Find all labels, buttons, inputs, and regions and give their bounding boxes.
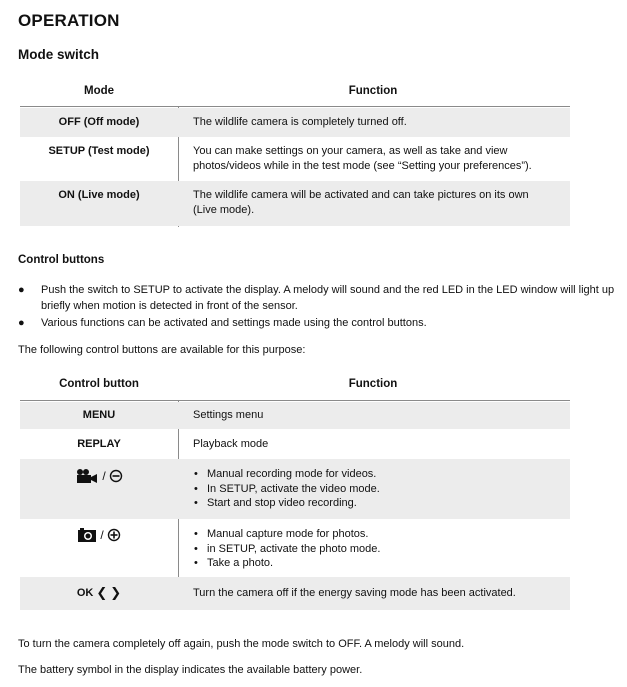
mode-column-header: Mode — [83, 85, 115, 97]
bullet-line: Push the switch to SETUP to activate the display. A melody will sound and the red LED in the LED window will light up — [41, 284, 615, 296]
function-cell: Turn the camera off if the energy saving mode has been activated. — [193, 587, 516, 599]
bullet-icon: ● — [18, 317, 25, 329]
photo-camera-icon — [77, 527, 97, 543]
list-item: • Start and stop video recording. — [194, 497, 357, 509]
photo-button-cell: / — [20, 525, 178, 545]
footer-text: To turn the camera completely off again, push the mode switch to OFF. A melody will sound. — [18, 638, 465, 650]
button-cell: MENU — [82, 409, 116, 421]
function-line: You can make settings on your camera, as well as take and view — [193, 145, 508, 157]
chevron-right-icon: ❯ — [110, 585, 122, 600]
mode-switch-heading: Mode switch — [18, 47, 100, 62]
function-cell: Playback mode — [193, 438, 269, 450]
chevron-left-icon: ❮ — [96, 585, 108, 600]
bullet-icon: ● — [18, 284, 25, 296]
mode-cell: OFF (Off mode) — [58, 116, 140, 128]
list-item: • In SETUP, activate the video mode. — [194, 482, 380, 495]
table-row — [20, 429, 570, 459]
list-item: • Manual capture mode for photos. — [194, 528, 369, 540]
table-row — [20, 137, 570, 181]
ok-button-cell — [20, 584, 178, 602]
list-item: • Take a photo. — [194, 557, 274, 569]
bullet-line: briefly when motion is detected in front of the sensor. — [41, 300, 298, 312]
control-button-column-header: Control button — [59, 378, 139, 390]
table-row — [20, 577, 570, 610]
table-row — [20, 402, 570, 429]
function-column-header: Function — [348, 378, 398, 390]
bullet-line: Various functions can be activated and settings made using the control buttons. — [41, 317, 427, 329]
footer-text: The battery symbol in the display indicates the available battery power. — [18, 664, 363, 676]
list-item: • in SETUP, activate the photo mode. — [194, 542, 381, 555]
video-button-cell: / — [20, 466, 178, 486]
function-cell: Settings menu — [193, 409, 264, 421]
table-row — [20, 519, 570, 577]
mode-cell: SETUP (Test mode) — [48, 145, 150, 157]
table-row — [20, 459, 570, 519]
video-camera-icon — [75, 468, 99, 484]
stop-record-icon — [109, 469, 123, 483]
table-rule — [20, 106, 570, 107]
page-title: OPERATION — [18, 11, 120, 30]
list-item — [18, 282, 618, 314]
function-line: (Live mode). — [193, 204, 255, 216]
function-cell — [193, 527, 563, 571]
shutter-plus-icon — [107, 528, 121, 542]
ok-label: OK — [76, 587, 94, 599]
mode-cell: ON (Live mode) — [58, 189, 140, 201]
function-cell — [193, 188, 563, 218]
function-column-header: Function — [348, 85, 398, 97]
list-item: • Manual recording mode for videos. — [194, 468, 377, 480]
list-item — [18, 315, 618, 331]
intro-text: The following control buttons are available for this purpose: — [18, 344, 306, 356]
function-cell: The wildlife camera is completely turned off. — [193, 116, 407, 128]
table-row — [20, 181, 570, 226]
table-rule — [20, 400, 570, 401]
control-buttons-heading: Control buttons — [18, 254, 105, 266]
function-line: photos/videos while in the test mode (see “Setting your preferences”). — [193, 160, 532, 172]
function-cell — [193, 467, 563, 511]
table-row — [20, 108, 570, 137]
function-line: The wildlife camera will be activated and can take pictures on its own — [193, 189, 529, 201]
button-cell: REPLAY — [77, 438, 121, 450]
function-cell — [193, 144, 563, 174]
